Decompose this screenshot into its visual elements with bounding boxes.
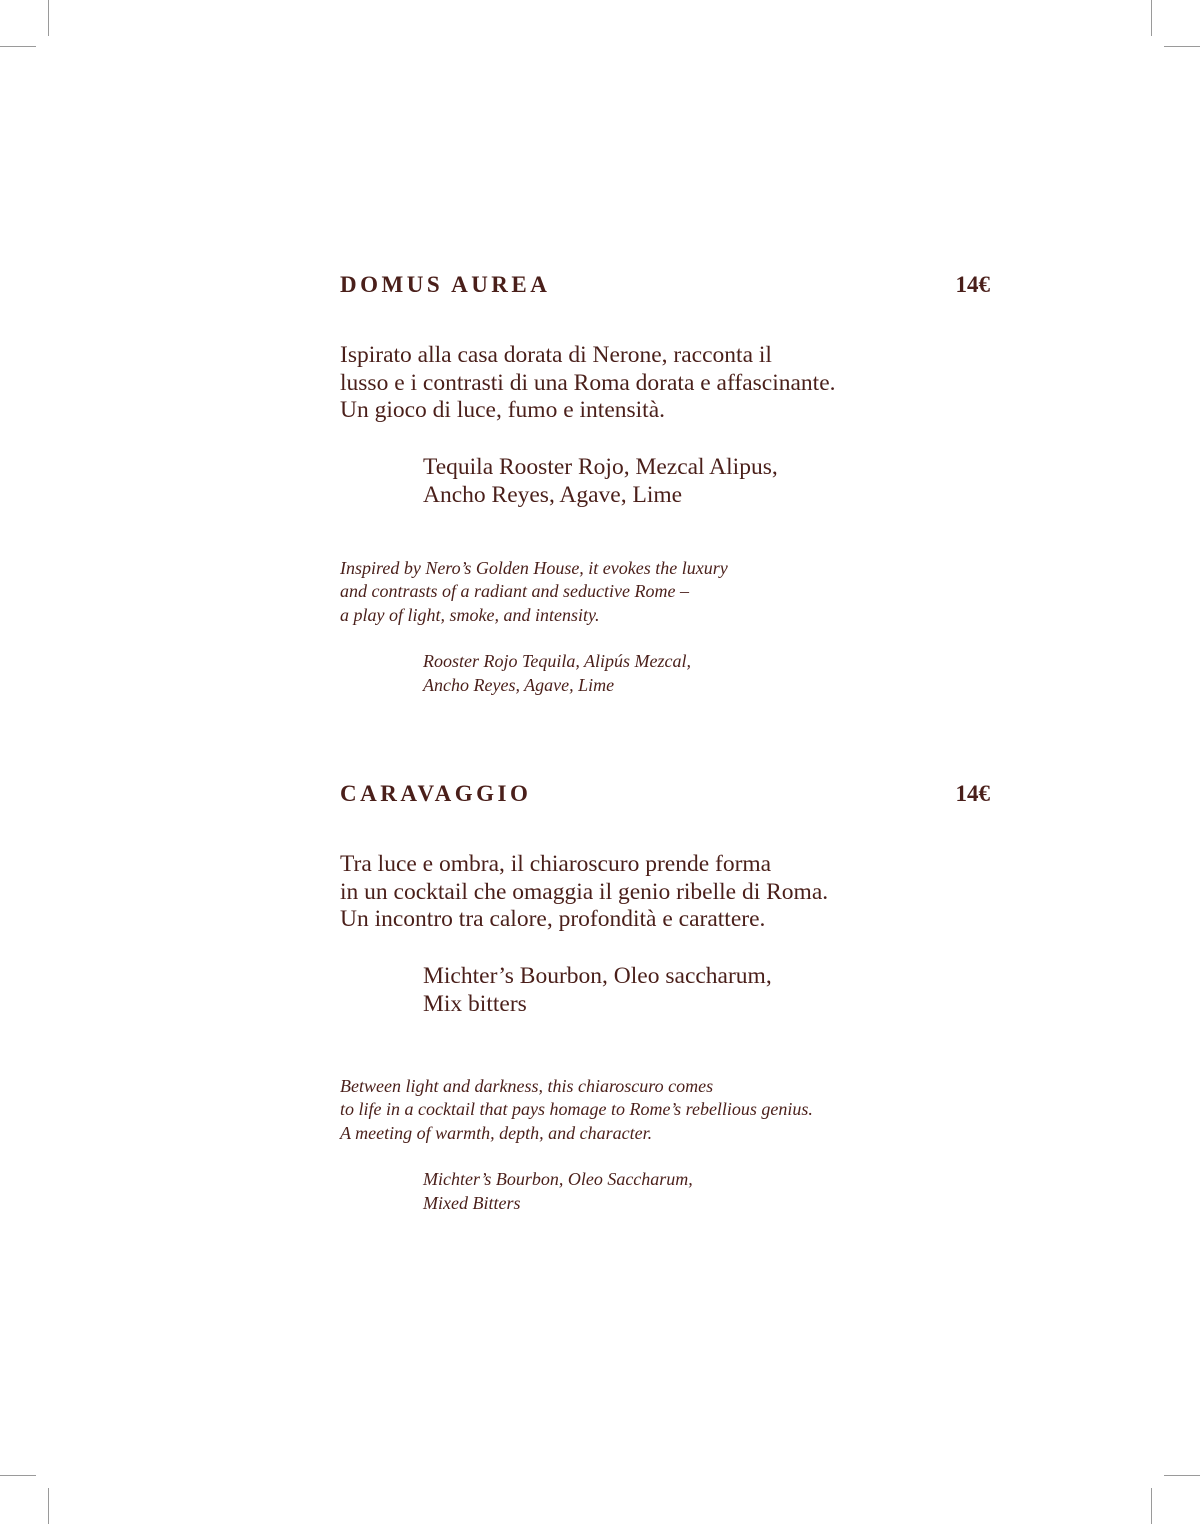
ingredients-line: Michter’s Bourbon, Oleo saccharum,	[423, 962, 772, 989]
description-line: Un incontro tra calore, profondità e carattere.	[340, 906, 766, 932]
crop-mark-top-right-horizontal	[1164, 46, 1200, 47]
ingredients-line: Mix bitters	[423, 990, 527, 1017]
ingredients-english	[423, 649, 990, 697]
menu-item-domus-aurea	[340, 272, 990, 697]
item-header	[340, 781, 990, 813]
ingredients-italian	[423, 453, 990, 509]
description-line: Un gioco di luce, fumo e intensità.	[340, 397, 666, 423]
description-english	[340, 1075, 990, 1146]
description-line: A meeting of warmth, depth, and character.	[340, 1122, 653, 1143]
description-line: to life in a cocktail that pays homage to Rome’s rebellious genius.	[340, 1099, 813, 1119]
description-line: in un cocktail che omaggia il genio ribelle di Roma.	[340, 878, 829, 905]
crop-mark-bottom-right-horizontal	[1164, 1475, 1200, 1476]
item-name: DOMUS AUREA	[340, 272, 551, 297]
item-name: CARAVAGGIO	[340, 781, 532, 806]
description-line: Tra luce e ombra, il chiaroscuro prende forma	[340, 851, 772, 877]
description-italian	[340, 851, 990, 934]
ingredients-line: Tequila Rooster Rojo, Mezcal Alipus,	[423, 453, 778, 480]
crop-mark-top-right-vertical	[1151, 0, 1152, 36]
ingredients-line: Michter’s Bourbon, Oleo Saccharum,	[423, 1169, 693, 1189]
description-line: Ispirato alla casa dorata di Nerone, racconta il	[340, 342, 772, 368]
ingredients-line: Ancho Reyes, Agave, Lime	[423, 675, 615, 695]
ingredients-italian	[423, 962, 990, 1018]
crop-mark-bottom-left-vertical	[48, 1488, 49, 1524]
description-line: a play of light, smoke, and intensity.	[340, 604, 600, 625]
crop-mark-bottom-right-vertical	[1151, 1488, 1152, 1524]
description-line: Between light and darkness, this chiaroscuro comes	[340, 1075, 714, 1096]
item-header	[340, 272, 990, 304]
ingredients-english	[423, 1167, 990, 1215]
crop-mark-bottom-left-horizontal	[0, 1475, 36, 1476]
description-line: Inspired by Nero’s Golden House, it evokes the luxury	[340, 557, 728, 578]
description-italian	[340, 342, 990, 425]
description-line: and contrasts of a radiant and seductive Rome –	[340, 581, 689, 601]
ingredients-line: Ancho Reyes, Agave, Lime	[423, 481, 683, 508]
description-english	[340, 557, 990, 628]
crop-mark-top-left-vertical	[48, 0, 49, 36]
ingredients-line: Rooster Rojo Tequila, Alipús Mezcal,	[423, 651, 691, 671]
item-price: 14€	[955, 781, 990, 806]
description-line: lusso e i contrasti di una Roma dorata e affascinante.	[340, 369, 836, 396]
crop-mark-top-left-horizontal	[0, 46, 36, 47]
ingredients-line: Mixed Bitters	[423, 1193, 521, 1213]
item-price: 14€	[955, 272, 990, 297]
menu-item-caravaggio	[340, 781, 990, 1215]
